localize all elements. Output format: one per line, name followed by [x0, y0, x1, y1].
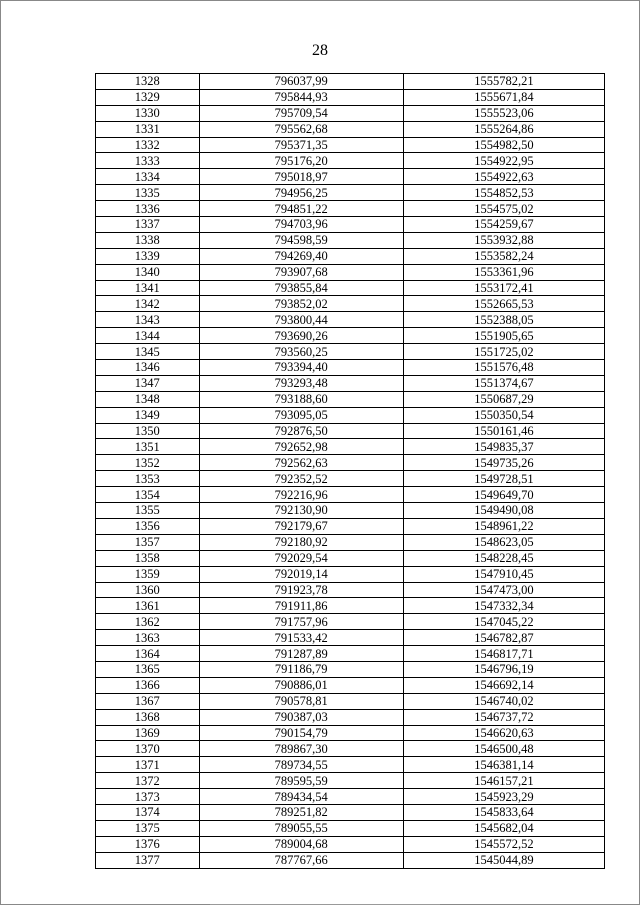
- x-coordinate-cell: 793852,02: [199, 296, 403, 312]
- x-coordinate-cell: 795844,93: [199, 89, 403, 105]
- point-number-cell: 1374: [96, 804, 200, 820]
- x-coordinate-cell: 793394,40: [199, 360, 403, 376]
- table-row: [96, 455, 605, 471]
- y-coordinate-cell: 1555523,06: [403, 105, 604, 121]
- table-row: [96, 232, 605, 248]
- y-coordinate-cell: 1546782,87: [403, 630, 604, 646]
- y-coordinate-cell: 1546620,63: [403, 725, 604, 741]
- x-coordinate-cell: 791186,79: [199, 661, 403, 677]
- table-row: [96, 471, 605, 487]
- x-coordinate-cell: 790387,03: [199, 709, 403, 725]
- x-coordinate-cell: 791757,96: [199, 614, 403, 630]
- table-row: [96, 804, 605, 820]
- y-coordinate-cell: 1553361,96: [403, 264, 604, 280]
- x-coordinate-cell: 790578,81: [199, 693, 403, 709]
- y-coordinate-cell: 1547910,45: [403, 566, 604, 582]
- point-number-cell: 1349: [96, 407, 200, 423]
- table-row: [96, 550, 605, 566]
- table-row: [96, 121, 605, 137]
- point-number-cell: 1337: [96, 217, 200, 233]
- x-coordinate-cell: 792352,52: [199, 471, 403, 487]
- point-number-cell: 1368: [96, 709, 200, 725]
- table-row: [96, 169, 605, 185]
- table-row: [96, 693, 605, 709]
- y-coordinate-cell: 1549835,37: [403, 439, 604, 455]
- point-number-cell: 1347: [96, 375, 200, 391]
- x-coordinate-cell: 789004,68: [199, 836, 403, 852]
- y-coordinate-cell: 1545833,64: [403, 804, 604, 820]
- table-row: [96, 423, 605, 439]
- point-number-cell: 1338: [96, 232, 200, 248]
- x-coordinate-cell: 795371,35: [199, 137, 403, 153]
- y-coordinate-cell: 1553932,88: [403, 232, 604, 248]
- table-row: [96, 344, 605, 360]
- y-coordinate-cell: 1545923,29: [403, 789, 604, 805]
- point-number-cell: 1359: [96, 566, 200, 582]
- table-row: [96, 391, 605, 407]
- table-row: [96, 137, 605, 153]
- point-number-cell: 1366: [96, 677, 200, 693]
- coordinates-table: [95, 73, 605, 869]
- y-coordinate-cell: 1546737,72: [403, 709, 604, 725]
- y-coordinate-cell: 1554259,67: [403, 217, 604, 233]
- point-number-cell: 1345: [96, 344, 200, 360]
- y-coordinate-cell: 1546692,14: [403, 677, 604, 693]
- table-row: [96, 773, 605, 789]
- table-row: [96, 820, 605, 836]
- x-coordinate-cell: 794956,25: [199, 185, 403, 201]
- x-coordinate-cell: 791287,89: [199, 646, 403, 662]
- point-number-cell: 1335: [96, 185, 200, 201]
- x-coordinate-cell: 789055,55: [199, 820, 403, 836]
- y-coordinate-cell: 1551374,67: [403, 375, 604, 391]
- y-coordinate-cell: 1545682,04: [403, 820, 604, 836]
- x-coordinate-cell: 789434,54: [199, 789, 403, 805]
- y-coordinate-cell: 1549649,70: [403, 487, 604, 503]
- y-coordinate-cell: 1546796,19: [403, 661, 604, 677]
- x-coordinate-cell: 792130,90: [199, 503, 403, 519]
- point-number-cell: 1370: [96, 741, 200, 757]
- x-coordinate-cell: 794269,40: [199, 248, 403, 264]
- point-number-cell: 1352: [96, 455, 200, 471]
- y-coordinate-cell: 1550687,29: [403, 391, 604, 407]
- point-number-cell: 1340: [96, 264, 200, 280]
- x-coordinate-cell: 792876,50: [199, 423, 403, 439]
- table-row: [96, 487, 605, 503]
- y-coordinate-cell: 1549728,51: [403, 471, 604, 487]
- table-row: [96, 566, 605, 582]
- point-number-cell: 1361: [96, 598, 200, 614]
- y-coordinate-cell: 1554852,53: [403, 185, 604, 201]
- point-number-cell: 1351: [96, 439, 200, 455]
- x-coordinate-cell: 789251,82: [199, 804, 403, 820]
- point-number-cell: 1365: [96, 661, 200, 677]
- x-coordinate-cell: 794851,22: [199, 201, 403, 217]
- table-row: [96, 296, 605, 312]
- x-coordinate-cell: 790154,79: [199, 725, 403, 741]
- table-row: [96, 248, 605, 264]
- point-number-cell: 1329: [96, 89, 200, 105]
- table-row: [96, 852, 605, 868]
- y-coordinate-cell: 1555264,86: [403, 121, 604, 137]
- table-row: [96, 201, 605, 217]
- point-number-cell: 1342: [96, 296, 200, 312]
- point-number-cell: 1353: [96, 471, 200, 487]
- point-number-cell: 1344: [96, 328, 200, 344]
- table-row: [96, 439, 605, 455]
- table-row: [96, 185, 605, 201]
- x-coordinate-cell: 795176,20: [199, 153, 403, 169]
- point-number-cell: 1331: [96, 121, 200, 137]
- table-row: [96, 503, 605, 519]
- x-coordinate-cell: 792652,98: [199, 439, 403, 455]
- table-row: [96, 630, 605, 646]
- table-row: [96, 280, 605, 296]
- y-coordinate-cell: 1550161,46: [403, 423, 604, 439]
- table-row: [96, 518, 605, 534]
- y-coordinate-cell: 1549490,08: [403, 503, 604, 519]
- table-row: [96, 582, 605, 598]
- point-number-cell: 1336: [96, 201, 200, 217]
- point-number-cell: 1363: [96, 630, 200, 646]
- point-number-cell: 1341: [96, 280, 200, 296]
- y-coordinate-cell: 1554575,02: [403, 201, 604, 217]
- x-coordinate-cell: 792019,14: [199, 566, 403, 582]
- y-coordinate-cell: 1551725,02: [403, 344, 604, 360]
- x-coordinate-cell: 793907,68: [199, 264, 403, 280]
- x-coordinate-cell: 789867,30: [199, 741, 403, 757]
- y-coordinate-cell: 1546817,71: [403, 646, 604, 662]
- point-number-cell: 1367: [96, 693, 200, 709]
- table-row: [96, 677, 605, 693]
- table-row: [96, 105, 605, 121]
- page-number: 28: [312, 42, 328, 59]
- table-row: [96, 360, 605, 376]
- table-row: [96, 312, 605, 328]
- table-row: [96, 646, 605, 662]
- x-coordinate-cell: 795709,54: [199, 105, 403, 121]
- coordinates-table-body: [96, 74, 605, 869]
- x-coordinate-cell: 793855,84: [199, 280, 403, 296]
- y-coordinate-cell: 1548623,05: [403, 534, 604, 550]
- x-coordinate-cell: 795018,97: [199, 169, 403, 185]
- point-number-cell: 1354: [96, 487, 200, 503]
- x-coordinate-cell: 792179,67: [199, 518, 403, 534]
- point-number-cell: 1357: [96, 534, 200, 550]
- point-number-cell: 1362: [96, 614, 200, 630]
- y-coordinate-cell: 1547473,00: [403, 582, 604, 598]
- y-coordinate-cell: 1550350,54: [403, 407, 604, 423]
- table-row: [96, 74, 605, 90]
- point-number-cell: 1376: [96, 836, 200, 852]
- table-row: [96, 598, 605, 614]
- point-number-cell: 1358: [96, 550, 200, 566]
- point-number-cell: 1371: [96, 757, 200, 773]
- x-coordinate-cell: 793188,60: [199, 391, 403, 407]
- y-coordinate-cell: 1551905,65: [403, 328, 604, 344]
- x-coordinate-cell: 792562,63: [199, 455, 403, 471]
- x-coordinate-cell: 792180,92: [199, 534, 403, 550]
- point-number-cell: 1372: [96, 773, 200, 789]
- x-coordinate-cell: 793293,48: [199, 375, 403, 391]
- table-row: [96, 661, 605, 677]
- x-coordinate-cell: 791923,78: [199, 582, 403, 598]
- y-coordinate-cell: 1553582,24: [403, 248, 604, 264]
- table-row: [96, 153, 605, 169]
- point-number-cell: 1360: [96, 582, 200, 598]
- point-number-cell: 1328: [96, 74, 200, 90]
- point-number-cell: 1355: [96, 503, 200, 519]
- point-number-cell: 1373: [96, 789, 200, 805]
- table-row: [96, 217, 605, 233]
- table-row: [96, 709, 605, 725]
- y-coordinate-cell: 1555782,21: [403, 74, 604, 90]
- point-number-cell: 1333: [96, 153, 200, 169]
- y-coordinate-cell: 1552388,05: [403, 312, 604, 328]
- table-row: [96, 328, 605, 344]
- table-row: [96, 264, 605, 280]
- x-coordinate-cell: 793095,05: [199, 407, 403, 423]
- point-number-cell: 1377: [96, 852, 200, 868]
- table-row: [96, 534, 605, 550]
- y-coordinate-cell: 1553172,41: [403, 280, 604, 296]
- point-number-cell: 1330: [96, 105, 200, 121]
- y-coordinate-cell: 1552665,53: [403, 296, 604, 312]
- point-number-cell: 1348: [96, 391, 200, 407]
- y-coordinate-cell: 1554982,50: [403, 137, 604, 153]
- point-number-cell: 1364: [96, 646, 200, 662]
- y-coordinate-cell: 1548228,45: [403, 550, 604, 566]
- table-row: [96, 614, 605, 630]
- x-coordinate-cell: 793560,25: [199, 344, 403, 360]
- table-row: [96, 725, 605, 741]
- x-coordinate-cell: 793800,44: [199, 312, 403, 328]
- table-row: [96, 757, 605, 773]
- table-row: [96, 836, 605, 852]
- x-coordinate-cell: 791533,42: [199, 630, 403, 646]
- x-coordinate-cell: 789734,55: [199, 757, 403, 773]
- x-coordinate-cell: 794598,59: [199, 232, 403, 248]
- point-number-cell: 1332: [96, 137, 200, 153]
- y-coordinate-cell: 1546381,14: [403, 757, 604, 773]
- point-number-cell: 1350: [96, 423, 200, 439]
- x-coordinate-cell: 796037,99: [199, 74, 403, 90]
- x-coordinate-cell: 791911,86: [199, 598, 403, 614]
- x-coordinate-cell: 792216,96: [199, 487, 403, 503]
- x-coordinate-cell: 789595,59: [199, 773, 403, 789]
- y-coordinate-cell: 1547332,34: [403, 598, 604, 614]
- y-coordinate-cell: 1554922,63: [403, 169, 604, 185]
- y-coordinate-cell: 1547045,22: [403, 614, 604, 630]
- y-coordinate-cell: 1546740,02: [403, 693, 604, 709]
- point-number-cell: 1375: [96, 820, 200, 836]
- table-row: [96, 789, 605, 805]
- y-coordinate-cell: 1546500,48: [403, 741, 604, 757]
- point-number-cell: 1339: [96, 248, 200, 264]
- table-row: [96, 741, 605, 757]
- table-row: [96, 407, 605, 423]
- x-coordinate-cell: 795562,68: [199, 121, 403, 137]
- point-number-cell: 1369: [96, 725, 200, 741]
- x-coordinate-cell: 792029,54: [199, 550, 403, 566]
- point-number-cell: 1334: [96, 169, 200, 185]
- point-number-cell: 1346: [96, 360, 200, 376]
- y-coordinate-cell: 1551576,48: [403, 360, 604, 376]
- y-coordinate-cell: 1546157,21: [403, 773, 604, 789]
- x-coordinate-cell: 793690,26: [199, 328, 403, 344]
- y-coordinate-cell: 1545044,89: [403, 852, 604, 868]
- point-number-cell: 1356: [96, 518, 200, 534]
- x-coordinate-cell: 790886,01: [199, 677, 403, 693]
- y-coordinate-cell: 1545572,52: [403, 836, 604, 852]
- x-coordinate-cell: 787767,66: [199, 852, 403, 868]
- x-coordinate-cell: 794703,96: [199, 217, 403, 233]
- point-number-cell: 1343: [96, 312, 200, 328]
- table-row: [96, 89, 605, 105]
- table-row: [96, 375, 605, 391]
- y-coordinate-cell: 1555671,84: [403, 89, 604, 105]
- y-coordinate-cell: 1554922,95: [403, 153, 604, 169]
- y-coordinate-cell: 1549735,26: [403, 455, 604, 471]
- y-coordinate-cell: 1548961,22: [403, 518, 604, 534]
